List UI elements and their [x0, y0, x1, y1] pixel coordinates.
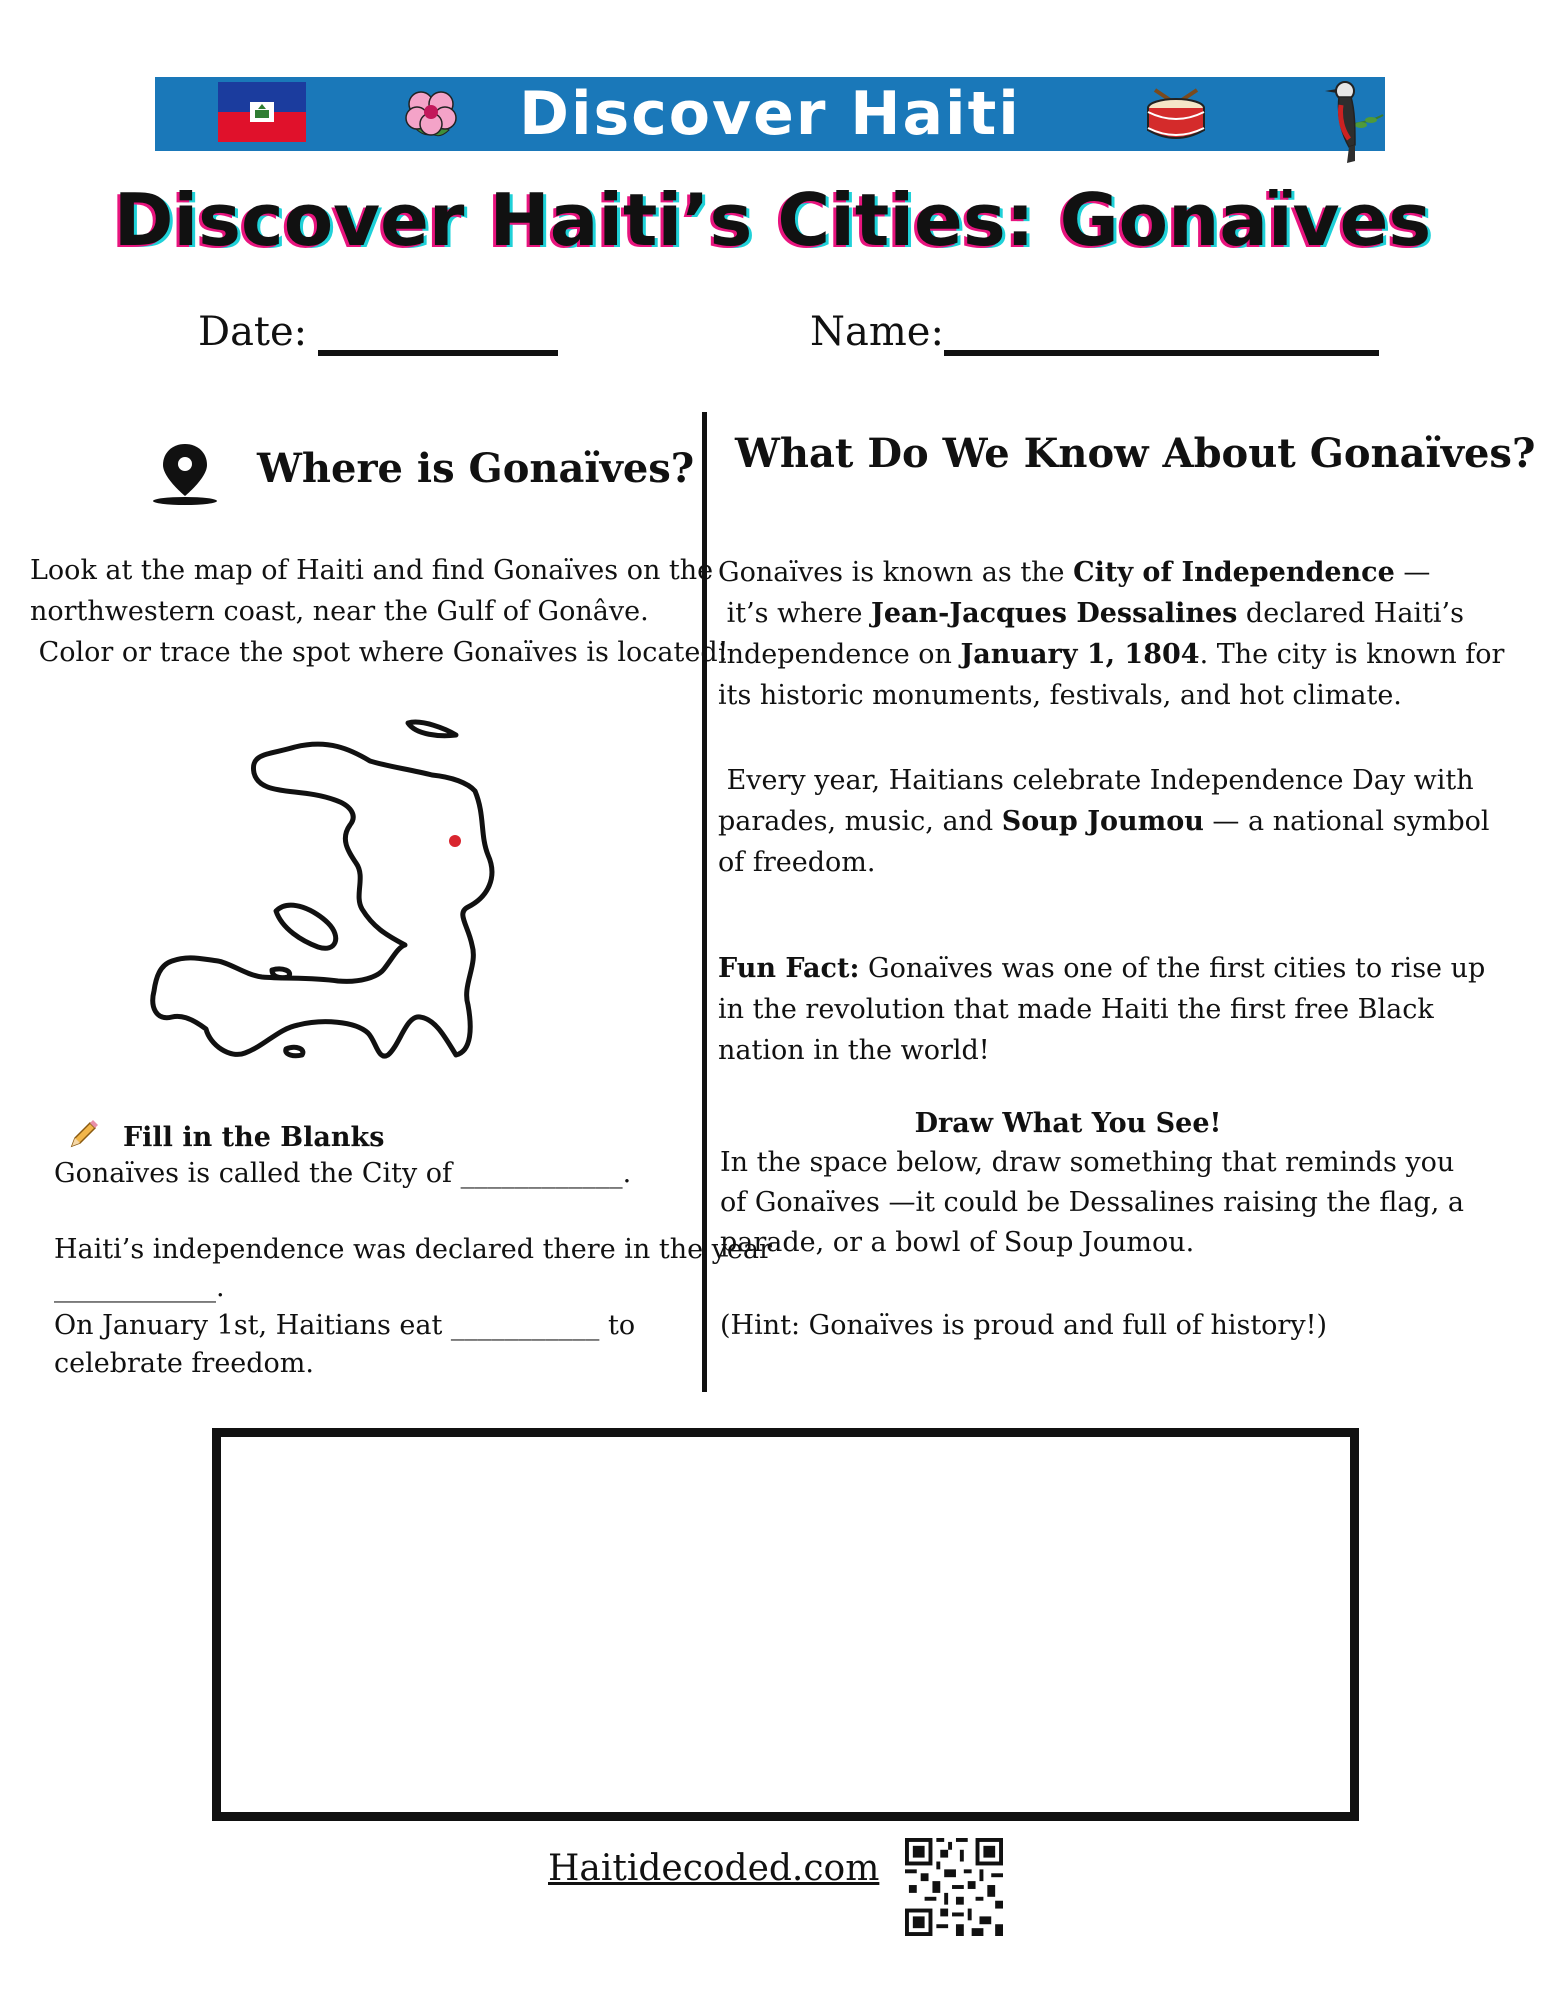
bold-text: January 1, 1804: [960, 639, 1200, 670]
text: Gonaïves is known as the: [718, 557, 1074, 588]
fill-blank-line: Haiti’s independence was declared there in the year: [54, 1234, 772, 1265]
fill-blank-line[interactable]: On January 1st, Haitians eat ___________ to: [54, 1310, 636, 1341]
pencil-icon: [68, 1118, 100, 1154]
text: Gonaïves was one of the first cities to rise up: [859, 953, 1486, 984]
text: — a national symbol: [1203, 806, 1490, 837]
text: Every year, Haitians celebrate Independence Day with: [718, 765, 1474, 796]
draw-title: Draw What You See!: [914, 1108, 1222, 1139]
text: of Gonaïves —it could be Dessalines raising the flag, a: [720, 1187, 1464, 1218]
gonaives-marker: [449, 835, 461, 847]
page-title: Discover Haiti’s Cities: Gonaïves: [113, 178, 1432, 262]
text: its historic monuments, festivals, and hot climate.: [718, 680, 1402, 711]
spacer: [54, 1193, 772, 1231]
map-instructions-line: Color or trace the spot where Gonaïves is located!: [30, 637, 729, 668]
hibiscus-flower-icon: [401, 84, 463, 144]
qr-code: [905, 1838, 1003, 1936]
bold-text: Soup Joumou: [1001, 806, 1204, 837]
fill-blank-line[interactable]: ____________.: [54, 1272, 225, 1303]
text: —: [1394, 557, 1431, 588]
fun-fact-label: Fun Fact:: [718, 953, 860, 984]
header-banner: [155, 77, 1385, 151]
text: in the revolution that made Haiti the first free Black: [718, 994, 1434, 1025]
draw-instructions: [720, 1143, 1464, 1263]
map-instructions-line: northwestern coast, near the Gulf of Gonâve.: [30, 596, 649, 627]
fill-blanks: [54, 1155, 772, 1383]
date-field[interactable]: [318, 350, 558, 356]
website-link[interactable]: Haitidecoded.com: [548, 1848, 880, 1889]
hint-text: (Hint: Gonaïves is proud and full of history!): [720, 1310, 1327, 1341]
text: it’s where: [718, 598, 872, 629]
text: nation in the world!: [718, 1035, 990, 1066]
where-heading: Where is Gonaïves?: [257, 445, 695, 492]
map-instructions-line: Look at the map of Haiti and find Gonaïves on the: [30, 555, 714, 586]
know-heading: What Do We Know About Gonaïves?: [735, 430, 1536, 477]
fill-blanks-title: Fill in the Blanks: [123, 1122, 385, 1153]
text: declared Haiti’s: [1237, 598, 1464, 629]
haiti-map[interactable]: [150, 715, 640, 1090]
drawing-area[interactable]: [212, 1428, 1359, 1821]
fill-blank-line: celebrate freedom.: [54, 1348, 314, 1379]
text: of freedom.: [718, 847, 876, 878]
bold-text: Jean-Jacques Dessalines: [871, 598, 1238, 629]
celebration-paragraph: [718, 760, 1490, 883]
independence-paragraph: [718, 552, 1504, 716]
fill-blank-line[interactable]: Gonaïves is called the City of ____________.: [54, 1158, 632, 1189]
text: . The city is known for: [1199, 639, 1505, 670]
text: parades, music, and: [718, 806, 1002, 837]
text: parade, or a bowl of Soup Joumou.: [720, 1227, 1195, 1258]
text: independence on: [718, 639, 961, 670]
haiti-flag-icon: [218, 82, 306, 142]
location-pin-icon: [150, 440, 220, 506]
date-label: Date:: [198, 309, 308, 355]
bird-icon: [1315, 75, 1387, 165]
text: In the space below, draw something that reminds you: [720, 1147, 1455, 1178]
fun-fact: [718, 948, 1485, 1071]
name-field[interactable]: [944, 350, 1379, 356]
map-instructions: [30, 550, 729, 673]
bold-text: City of Independence: [1073, 557, 1395, 588]
banner-title: Discover Haiti: [519, 79, 1021, 149]
drum-icon: [1145, 86, 1207, 142]
name-label: Name:: [810, 309, 944, 355]
